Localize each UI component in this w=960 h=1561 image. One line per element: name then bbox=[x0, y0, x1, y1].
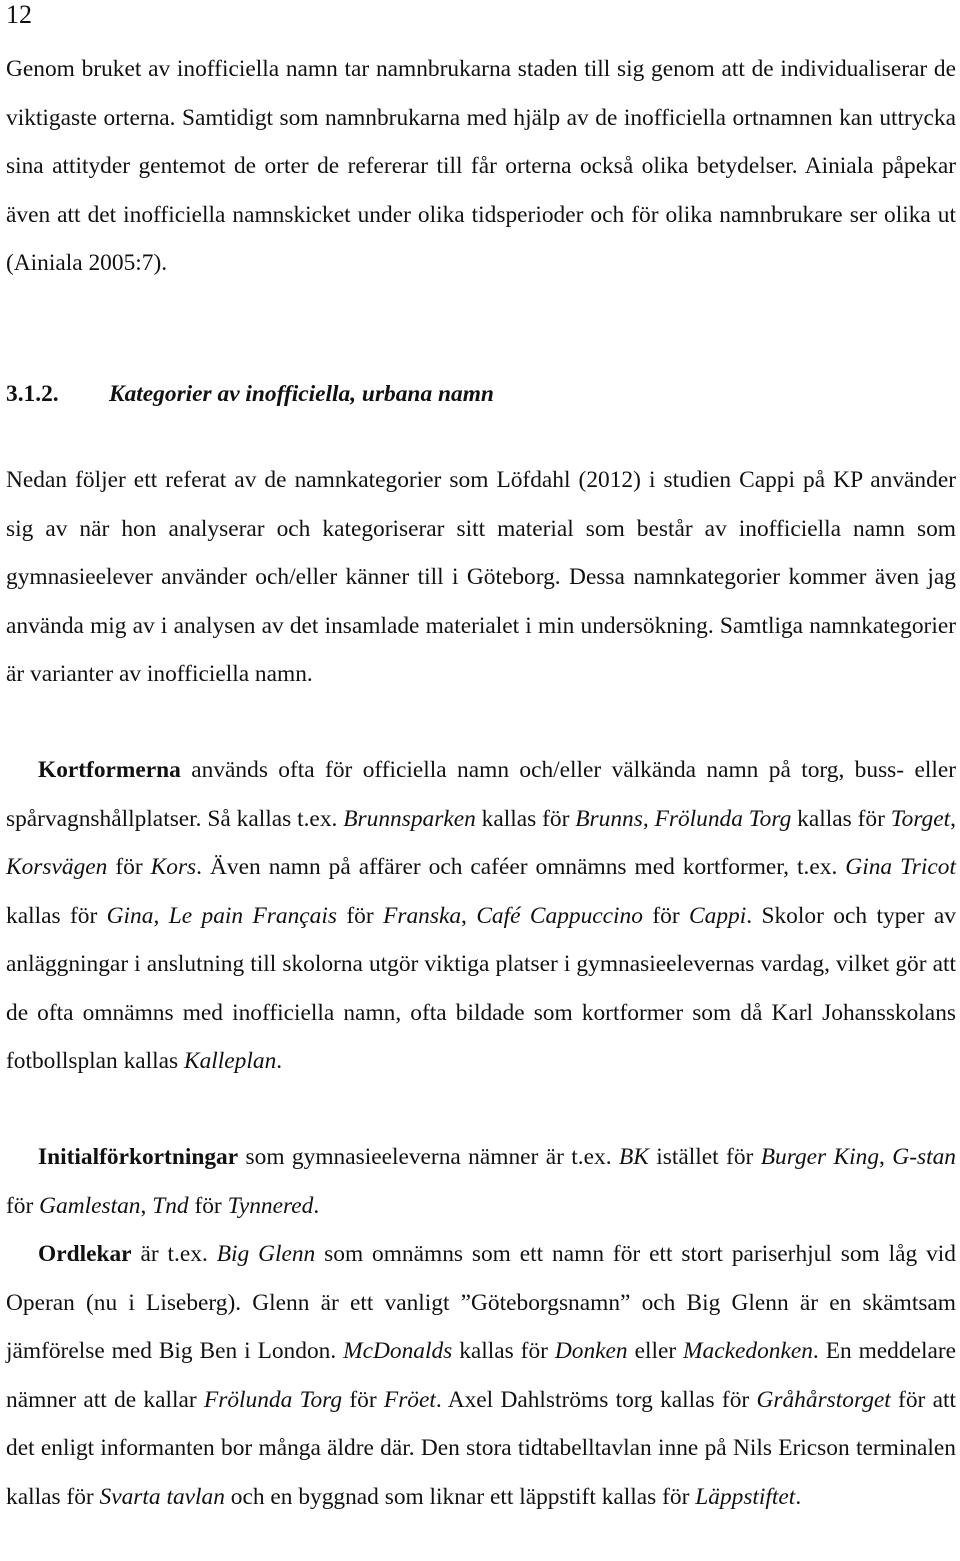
example-name: Läppstiftet bbox=[695, 1483, 796, 1510]
text-run: som omnämns som ett namn för ett stort pariserhjul som låg vid Operan (nu i Liseberg). Glenn är ett vanligt ”Göteborgsnamn” och Big Glenn är en skämtsam jämförelse med Big Ben i London. bbox=[6, 1241, 956, 1364]
text-run: , bbox=[461, 902, 477, 929]
example-name: Tynnered bbox=[227, 1192, 314, 1219]
section-heading bbox=[6, 374, 956, 414]
text-run: , bbox=[153, 902, 169, 929]
section-number: 3.1.2. bbox=[6, 381, 59, 407]
example-name: Brunnsparken bbox=[343, 805, 476, 832]
example-name: G-stan bbox=[892, 1144, 956, 1170]
example-name: Cappi bbox=[689, 902, 747, 929]
text-run: . Axel Dahlströms torg kallas för bbox=[435, 1386, 757, 1413]
example-name: Kors bbox=[150, 854, 197, 880]
text-run: kallas för bbox=[791, 805, 891, 832]
text-run: för bbox=[6, 1192, 40, 1219]
text-run: för bbox=[188, 1192, 228, 1219]
term-initialforkortningar: Initialförkortningar bbox=[38, 1144, 239, 1170]
example-name: Gråhårstorget bbox=[756, 1386, 891, 1413]
example-name: Big Glenn bbox=[216, 1241, 316, 1267]
paragraph-intro: Genom bruket av inofficiella namn tar namnbrukarna staden till sig genom att de individualiserar de viktigaste orterna. Samtidigt som namnbrukarna med hjälp av de inofficiella ortnamnen kan uttrycka sina attityder gentemot de orter de refererar till får orterna också olika betydelser. Ainiala påpekar även att det inofficiella namnskicket under olika tidsperioder och för olika namnbrukare ser olika ut (Ainiala 2005:7). bbox=[6, 56, 956, 276]
example-name: Gina Tricot bbox=[845, 854, 956, 880]
text-run: . Även namn på affärer och caféer omnämns med kortformer, t.ex. bbox=[196, 854, 846, 880]
text-run: . bbox=[313, 1192, 320, 1219]
text-run: eller bbox=[627, 1338, 684, 1364]
text-run: , bbox=[950, 805, 956, 832]
text-run: kallas för bbox=[475, 805, 576, 832]
example-name: Svarta tavlan bbox=[99, 1483, 225, 1510]
paragraph-ordlekar bbox=[6, 1230, 956, 1521]
text-run: för att det enligt informanten bor många äldre där. Den stora tidtabelltavlan inne på Nils Ericson terminalen kallas för bbox=[6, 1386, 956, 1510]
text-run: för bbox=[336, 902, 384, 929]
example-name: Korsvägen bbox=[6, 854, 108, 880]
text-run: som gymnasieeleverna nämner är t.ex. bbox=[238, 1144, 619, 1170]
text-run: för bbox=[642, 902, 690, 929]
example-name: Fröet bbox=[383, 1386, 436, 1413]
example-name: Café Cappuccino bbox=[476, 902, 643, 929]
example-name: Frölunda Torg bbox=[203, 1386, 343, 1413]
section-title: Kategorier av inofficiella, urbana namn bbox=[109, 381, 494, 407]
example-name: Donken bbox=[554, 1338, 628, 1364]
text-run: . bbox=[795, 1483, 802, 1510]
example-name: BK bbox=[618, 1144, 649, 1170]
text-run: kallas för bbox=[6, 902, 107, 929]
example-name: Torget bbox=[890, 805, 951, 832]
text-run: och en byggnad som liknar ett läppstift kallas för bbox=[224, 1483, 696, 1510]
example-name: Kalleplan bbox=[184, 1048, 277, 1074]
text-run: för bbox=[107, 854, 151, 880]
text-run: för bbox=[342, 1386, 384, 1413]
text-run: . En meddelare nämner att de kallar bbox=[6, 1338, 956, 1413]
example-name: Mackedonken bbox=[683, 1338, 813, 1364]
example-name: Gamlestan bbox=[39, 1192, 141, 1219]
text-run: . Skolor och typer av anläggningar i anslutning till skolorna utgör viktiga platser i gymnasieelevernas vardag, vilket gör att de ofta omnämns med inofficiella namn, ofta bildade som kortformer som då Karl Johansskolans fotbollsplan kallas bbox=[6, 902, 956, 1074]
text-run: istället för bbox=[648, 1144, 761, 1170]
text-run: , bbox=[879, 1144, 893, 1170]
paragraph-kortformer bbox=[6, 746, 956, 1086]
example-name: Le pain Français bbox=[168, 902, 337, 929]
example-name: Gina bbox=[106, 902, 154, 929]
term-ordlekar: Ordlekar bbox=[38, 1241, 132, 1267]
paragraph-categories-intro: Nedan följer ett referat av de namnkategorier som Löfdahl (2012) i studien Cappi på KP använder sig av när hon analyserar och kategoriserar sitt material som består av inofficiella namn som gymnasieelever använder och/eller känner till i Göteborg. Dessa namnkategorier kommer även jag använda mig av i analysen av det insamlade materialet i min undersökning. Samtliga namnkategorier är varianter av inofficiella namn. bbox=[6, 467, 956, 687]
text-run: , bbox=[140, 1192, 153, 1219]
example-name: Franska bbox=[383, 902, 462, 929]
page-number: 12 bbox=[6, 0, 32, 29]
term-kortformerna: Kortformerna bbox=[38, 757, 181, 783]
example-name: McDonalds bbox=[343, 1338, 453, 1364]
paragraph-initialforkortningar bbox=[6, 1133, 956, 1230]
text-run: . bbox=[276, 1048, 283, 1074]
example-name: Burger King bbox=[760, 1144, 880, 1170]
example-name: Brunns, Frölunda Torg bbox=[575, 805, 792, 832]
example-name: Tnd bbox=[152, 1192, 189, 1219]
text-run: kallas för bbox=[452, 1338, 555, 1364]
text-run: är t.ex. bbox=[131, 1241, 217, 1267]
text-run: används ofta för officiella namn och/eller välkända namn på torg, buss- eller spårvagnshållplatser. Så kallas t.ex. bbox=[6, 757, 956, 832]
